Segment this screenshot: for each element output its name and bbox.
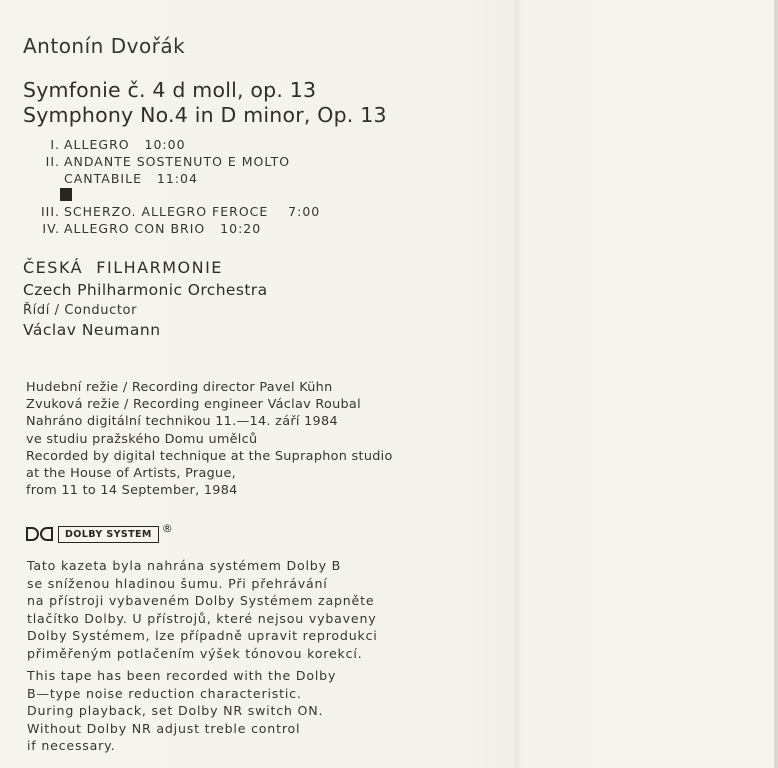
credit-line: Zvuková režie / Recording engineer Václav Roubal bbox=[26, 397, 361, 413]
credit-line: ve studiu pražského Domu umělců bbox=[26, 431, 258, 447]
track-title: ALLEGRO 10:00 bbox=[64, 137, 186, 152]
note-line: Dolby Systémem, lze případně upravit reprodukci bbox=[27, 628, 378, 644]
note-line: přiměřeným potlačením výšek tónovou korekcí. bbox=[27, 645, 363, 661]
note-line: B—type noise reduction characteristic. bbox=[27, 685, 302, 701]
track-item-continued bbox=[24, 170, 444, 187]
dolby-system-label: DOLBY SYSTEM bbox=[58, 526, 159, 543]
credit-line: from 11 to 14 September, 1984 bbox=[26, 483, 238, 499]
fold-line bbox=[513, 0, 521, 768]
note-line: This tape has been recorded with the Dolby bbox=[27, 668, 337, 683]
track-title: ALLEGRO CON BRIO 10:20 bbox=[64, 221, 262, 236]
credit-line: Hudební režie / Recording director Pavel Kühn bbox=[26, 380, 333, 395]
track-item bbox=[24, 153, 444, 170]
track-list bbox=[24, 136, 444, 237]
registered-mark: ® bbox=[161, 522, 173, 535]
track-title: SCHERZO. ALLEGRO FEROCE 7:00 bbox=[64, 204, 321, 219]
composer-name: Antonín Dvořák bbox=[23, 34, 186, 58]
title-english: Symphony No.4 in D minor, Op. 13 bbox=[23, 103, 387, 127]
track-number: II. bbox=[45, 154, 60, 169]
track-item bbox=[24, 203, 444, 220]
note-line: if necessary. bbox=[27, 738, 116, 754]
credit-line: Nahráno digitální technikou 11.—14. září 1984 bbox=[26, 414, 338, 430]
credit-line: Recorded by digital technique at the Supraphon studio bbox=[26, 448, 393, 464]
conductor-name: Václav Neumann bbox=[23, 321, 161, 339]
track-number: IV. bbox=[42, 221, 60, 236]
track-item bbox=[24, 136, 444, 153]
dolby-note-english bbox=[27, 667, 507, 755]
title-czech: Symfonie č. 4 d moll, op. 13 bbox=[23, 78, 317, 102]
credit-line: at the House of Artists, Prague, bbox=[26, 466, 237, 482]
dolby-note-czech bbox=[27, 557, 507, 663]
note-line: tlačítko Dolby. U přístrojů, které nejsou vybaveny bbox=[27, 610, 377, 626]
track-title-continued: CANTABILE 11:04 bbox=[64, 171, 198, 186]
note-line: Without Dolby NR adjust treble control bbox=[27, 720, 301, 736]
track-title: ANDANTE SOSTENUTO E MOLTO bbox=[64, 154, 291, 169]
track-item bbox=[24, 220, 444, 237]
side-break-marker bbox=[60, 188, 72, 201]
orchestra-czech: ČESKÁ FILHARMONIE bbox=[23, 258, 223, 277]
track-number: III. bbox=[40, 204, 60, 219]
dolby-double-d-icon bbox=[26, 527, 54, 541]
note-line: Tato kazeta byla nahrána systémem Dolby B bbox=[27, 558, 342, 573]
note-line: During playback, set Dolby NR switch ON. bbox=[27, 703, 324, 719]
note-line: na přístroji vybaveném Dolby Systémem zapněte bbox=[27, 593, 375, 609]
conductor-label: Řídí / Conductor bbox=[23, 303, 138, 318]
dolby-logo bbox=[26, 522, 173, 543]
note-line: se sníženou hladinou šumu. Při přehrávání bbox=[27, 575, 328, 591]
recording-credits bbox=[26, 379, 506, 499]
track-number: I. bbox=[50, 137, 60, 152]
paper-edge bbox=[774, 0, 778, 768]
orchestra-english: Czech Philharmonic Orchestra bbox=[23, 281, 268, 299]
